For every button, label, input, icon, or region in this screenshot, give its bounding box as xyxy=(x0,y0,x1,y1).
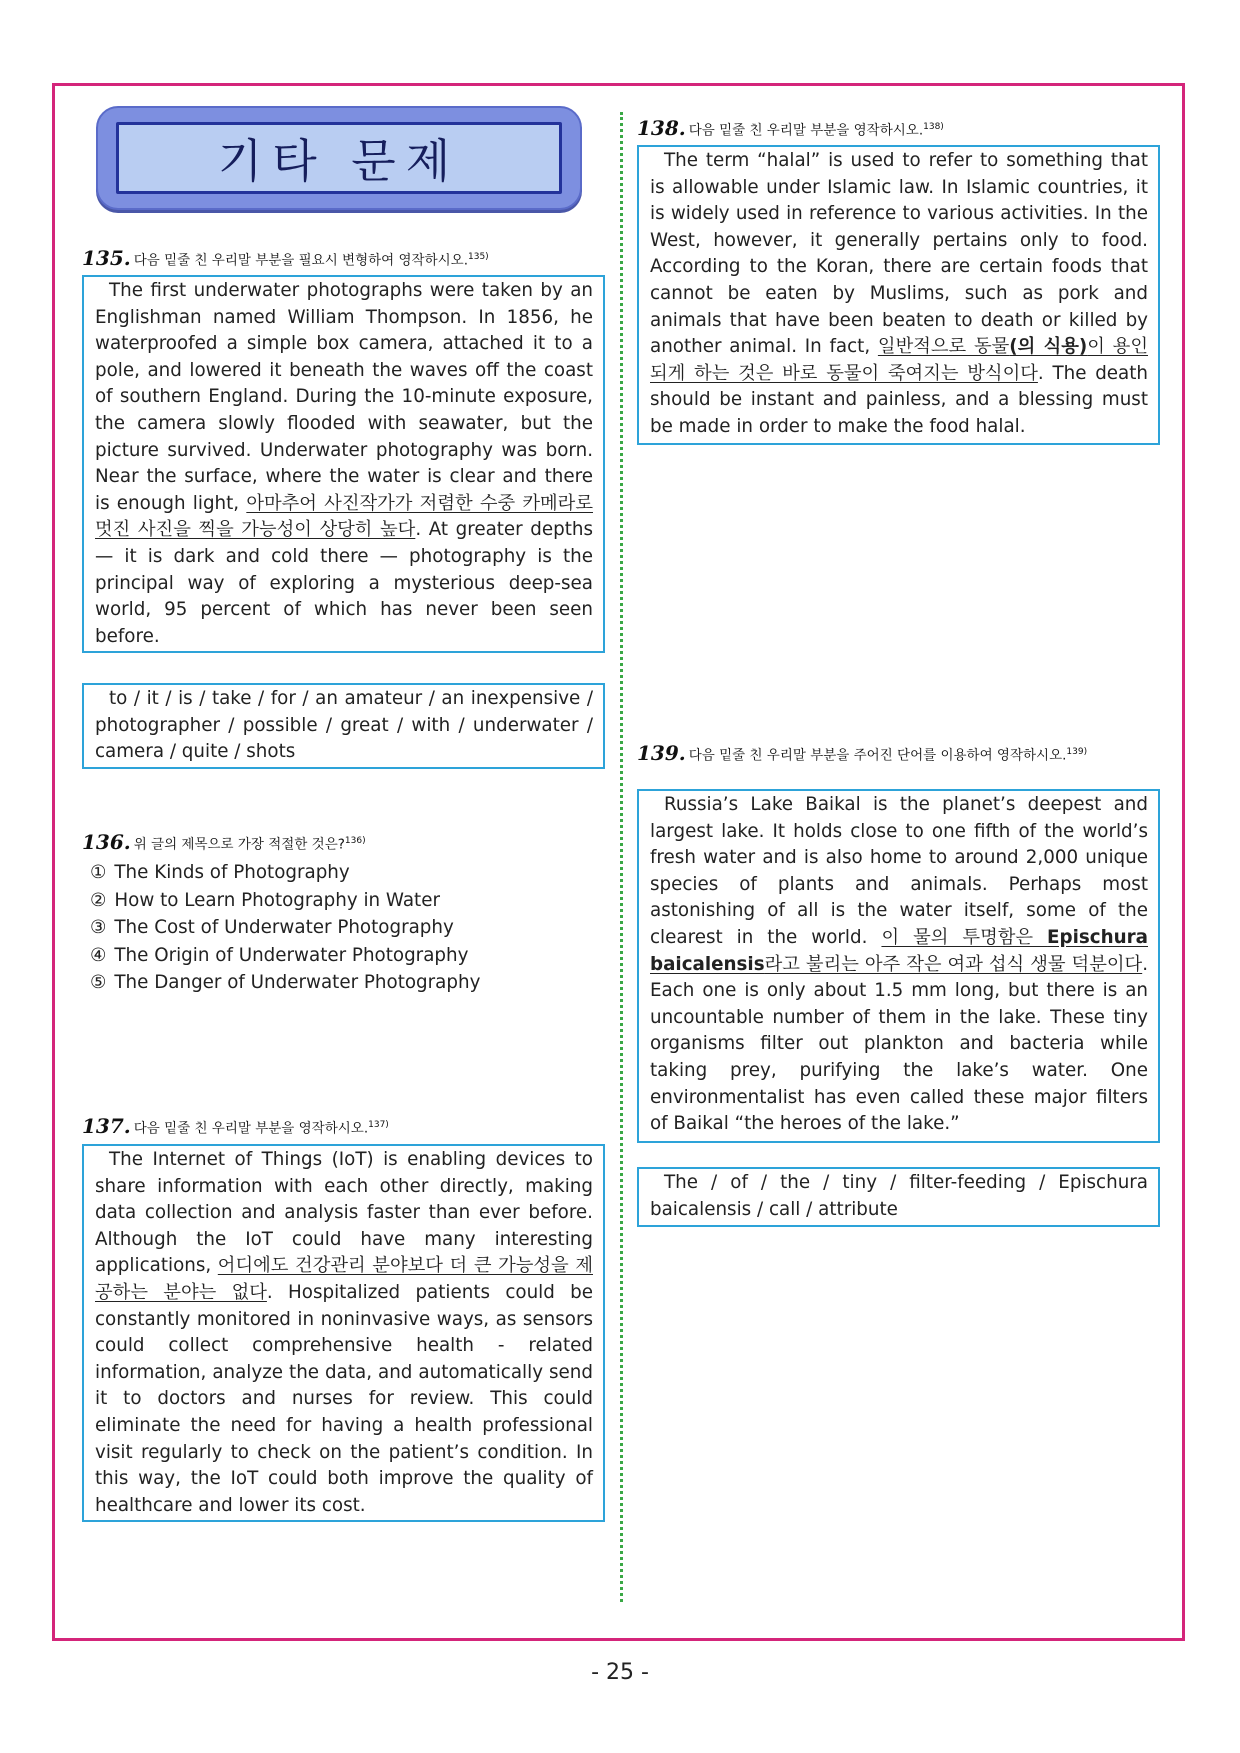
q139-underlined-a: 이 물의 투명함은 xyxy=(881,926,1048,948)
q135-words: to / it / is / take / for / an amateur / an inexpensive / photographer / possible / great / with / underwater / camera / quite / shots xyxy=(95,688,593,763)
section-title-plate xyxy=(96,106,582,210)
choice-mark: ① xyxy=(90,862,107,883)
q138-passage xyxy=(650,148,1148,441)
page-number: - 25 - xyxy=(591,1660,649,1685)
q139-instruction: 다음 밑줄 친 우리말 부분을 주어진 단어를 이용하여 영작하시오. xyxy=(688,747,1067,764)
q138-underlined-a: 일반적으로 동물 xyxy=(877,336,1010,358)
q135-passage-before: The first underwater photographs were taken by an Englishman named William Thompson. In 1856, he waterproofed a simple box camera, attached it to a pole, and lowered it beneath the waves off the coast of southern England. During the 10-minute exposure, the camera slowly flooded with seawater, but the picture survived. Underwater photography was born. Near the surface, where the water is clear and there is enough light, xyxy=(95,280,593,514)
q135-ref: 135) xyxy=(468,252,489,262)
q137-passage xyxy=(95,1147,593,1519)
q137-number: 137. xyxy=(82,1113,131,1138)
q139-header xyxy=(637,740,1160,765)
q138-passage-box xyxy=(637,145,1160,445)
q135-passage-after: . At greater depths — it is dark and cold there — photography is the principal way of exploring a mysterious deep-sea world, 95 percent of which has never been seen before. xyxy=(95,519,593,647)
q136-number: 136. xyxy=(82,829,131,854)
q135-number: 135. xyxy=(82,245,131,270)
choice-1[interactable] xyxy=(90,859,480,887)
choice-text: The Cost of Underwater Photography xyxy=(114,917,454,938)
q137-underlined: 어디에도 건강관리 분야보다 더 큰 가능성을 제공하는 분야는 없다 xyxy=(95,1255,593,1303)
q137-instruction: 다음 밑줄 친 우리말 부분을 영작하시오. xyxy=(133,1120,369,1137)
choice-4[interactable] xyxy=(90,942,480,970)
choice-2[interactable] xyxy=(90,887,480,915)
q137-ref: 137) xyxy=(368,1120,389,1130)
q138-header xyxy=(637,115,944,140)
q139-words: The / of / the / tiny / filter-feeding / Epischura baicalensis / call / attribute xyxy=(650,1172,1148,1220)
column-divider xyxy=(620,112,623,1602)
q138-passage-before: The term “halal” is used to refer to something that is allowable under Islamic law. In Islamic countries, it is widely used in reference to various activities. In the West, however, it generally pertains only to food. According to the Koran, there are certain foods that cannot be eaten by Muslims, such as pork and animals that have been beaten to death or killed by another animal. In fact, xyxy=(650,150,1148,358)
q137-passage-before: The Internet of Things (IoT) is enabling devices to share information with each other directly, making data collection and analysis faster than ever before. Although the IoT could have many interesting applications, xyxy=(95,1149,593,1277)
q139-passage-before: Russia’s Lake Baikal is the planet’s deepest and largest lake. It holds close to one fifth of the world’s fresh water and is also home to around 2,000 unique species of plants and animals. Perhaps most astonishing of all is the water itself, some of the clearest in the world. xyxy=(650,794,1148,948)
q138-underlined-c: 이 용인되게 하는 것은 바로 동물이 죽여지는 방식이다 xyxy=(650,336,1149,384)
choice-3[interactable] xyxy=(90,914,480,942)
q139-ref: 139) xyxy=(1066,747,1088,757)
q138-ref: 138) xyxy=(923,122,944,132)
q139-passage-after: . Each one is only about 1.5 mm long, but there is an uncountable number of them in the lake. These tiny organisms filter out plankton and bacteria while taking prey, purifying the lake’s water. One environmentalist has even called these major filters of Baikal “the heroes of the lake.” xyxy=(650,953,1148,1135)
choice-text: The Danger of Underwater Photography xyxy=(114,972,481,993)
choice-text: The Kinds of Photography xyxy=(114,862,350,883)
q137-header xyxy=(82,1113,389,1138)
choice-mark: ② xyxy=(90,889,107,911)
q137-passage-box xyxy=(82,1144,605,1522)
q135-header xyxy=(82,245,489,270)
choice-5[interactable] xyxy=(90,969,480,997)
q136-instruction: 위 글의 제목으로 가장 적절한 것은? xyxy=(133,836,345,853)
q139-passage xyxy=(650,792,1148,1138)
choice-mark: ③ xyxy=(90,917,107,938)
q135-passage xyxy=(95,278,593,650)
q135-instruction: 다음 밑줄 친 우리말 부분을 필요시 변형하여 영작하시오. xyxy=(133,252,468,269)
choice-text: The Origin of Underwater Photography xyxy=(114,944,469,966)
q139-number: 139. xyxy=(637,740,686,765)
q135-word-box xyxy=(82,683,605,769)
section-title: 기타 문제 xyxy=(217,134,461,188)
q136-header xyxy=(82,829,366,854)
q138-number: 138. xyxy=(637,115,686,140)
choice-mark: ④ xyxy=(90,944,107,966)
choice-mark: ⑤ xyxy=(90,972,107,993)
q137-passage-after: . Hospitalized patients could be constantly monitored in noninvasive ways, as sensors could collect comprehensive health - related information, analyze the data, and automatically send it to doctors and nurses for review. This could eliminate the need for having a health professional visit regularly to check on the patient’s condition. In this way, the IoT could both improve the quality of healthcare and lower its cost. xyxy=(95,1281,594,1516)
choice-text: How to Learn Photography in Water xyxy=(114,889,440,911)
q136-ref: 136) xyxy=(344,836,366,846)
q139-word-box xyxy=(637,1167,1160,1227)
q138-passage-after: . The death should be instant and painless, and a blessing must be made in order to make the food halal. xyxy=(650,362,1149,437)
q138-underlined-b: (의 식용) xyxy=(1009,336,1088,358)
q138-instruction: 다음 밑줄 친 우리말 부분을 영작하시오. xyxy=(688,122,924,139)
section-title-inner xyxy=(116,122,562,194)
q135-underlined: 아마추어 사진작가가 저렴한 수중 카메라로 멋진 사진을 찍을 가능성이 상당히 높다 xyxy=(95,492,593,541)
q139-underlined-b: 라고 불리는 아주 작은 여과 섭식 생물 덕분이다 xyxy=(764,953,1143,975)
q135-passage-box xyxy=(82,275,605,653)
q139-passage-box xyxy=(637,789,1160,1143)
q139-underlined-bold: Epischura baicalensis xyxy=(650,926,1148,975)
q136-choices xyxy=(90,859,480,997)
